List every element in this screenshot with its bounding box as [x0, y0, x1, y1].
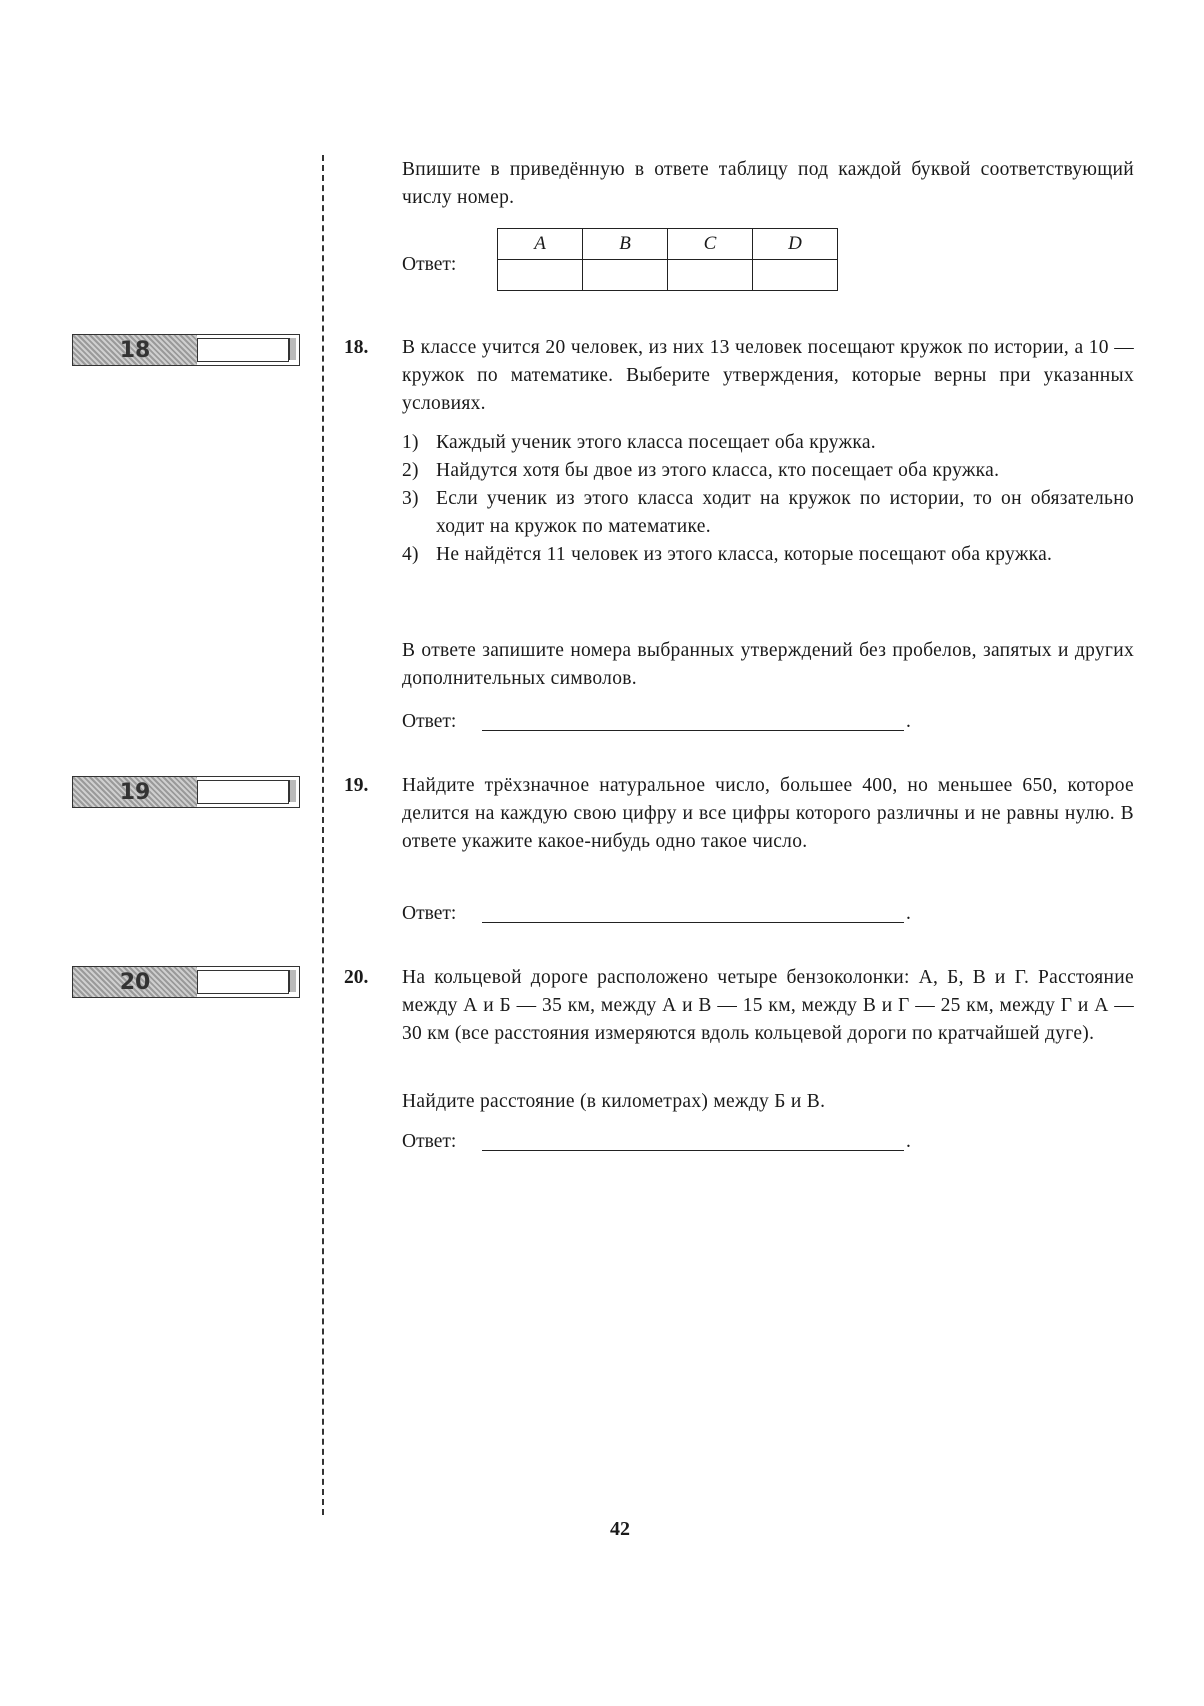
task-18-option-3: 3) Если ученик из этого класса ходит на кружок по истории, то он обязательно ходит на кружок по математике. — [402, 488, 1134, 537]
task-18-answer-dot: . — [906, 711, 911, 732]
task-18-badge — [72, 334, 300, 366]
task-20-answer-dot: . — [906, 1131, 911, 1152]
task-17-answer-label: Ответ: — [402, 254, 457, 275]
answer-table-header-a: A — [498, 229, 583, 260]
task-19-badge-number: 19 — [119, 779, 151, 805]
task-19-text: Найдите трёхзначное натуральное число, большее 400, но меньшее 650, которое делится на каждую свою цифру и все цифры которого различны и не равны нулю. В ответе укажите какое-нибудь одно такое число. — [402, 775, 1134, 852]
task-20-score-field[interactable] — [197, 970, 289, 994]
task-20-text: На кольцевой дороге расположено четыре бензоколонки: А, Б, В и Г. Расстояние между А и Б — 35 км, между А и В — 15 км, между В и Г — 25 км, между Г и А — 30 км (все расстояния измеряются вдоль кольцевой дороги по кратчайшей дуге). — [402, 967, 1134, 1044]
task-20-answer-label: Ответ: — [402, 1131, 457, 1152]
task-19-score-field[interactable] — [197, 780, 289, 804]
task-19-number: 19. — [344, 775, 369, 796]
page-number: 42 — [610, 1518, 630, 1540]
answer-table-header-d: D — [753, 229, 838, 260]
task-18-answer-field[interactable] — [482, 708, 904, 731]
task-18-number: 18. — [344, 337, 369, 358]
task-20-question: Найдите расстояние (в километрах) между Б и В. — [402, 1091, 826, 1112]
task-18-answer — [402, 708, 911, 736]
task-19-badge — [72, 776, 300, 808]
answer-cell-c[interactable] — [668, 260, 753, 291]
task-18-text: В классе учится 20 человек, из них 13 человек посещают кружок по истории, а 10 — кружок по математике. Выберите утверждения, которые верны при указанных условиях. — [402, 337, 1134, 414]
task-20-answer — [402, 1128, 911, 1156]
task-18-answer-label: Ответ: — [402, 711, 457, 732]
task-18-badge-number: 18 — [119, 337, 151, 363]
task-18-options — [402, 429, 1134, 569]
task-18-note: В ответе запишите номера выбранных утверждений без пробелов, запятых и других дополнительных символов. — [402, 640, 1134, 689]
answer-cell-d[interactable] — [753, 260, 838, 291]
task-18-badge-tick — [289, 338, 296, 360]
task-20-badge — [72, 966, 300, 998]
cut-line — [322, 155, 324, 1515]
task-19-badge-hatch — [73, 777, 197, 807]
task-19-answer-field[interactable] — [482, 900, 904, 923]
task-20-number: 20. — [344, 967, 369, 988]
task-20-badge-tick — [289, 970, 296, 992]
task-19-badge-tick — [289, 780, 296, 802]
task-20-answer-field[interactable] — [482, 1128, 904, 1151]
task-18-badge-hatch — [73, 335, 197, 365]
task-18-score-field[interactable] — [197, 338, 289, 362]
answer-table-header-c: C — [668, 229, 753, 260]
answer-cell-b[interactable] — [583, 260, 668, 291]
task-17-answer-table — [497, 228, 838, 291]
answer-cell-a[interactable] — [498, 260, 583, 291]
answer-table-header-b: B — [583, 229, 668, 260]
task-18-option-4: 4) Не найдётся 11 человек из этого класса, которые посещают оба кружка. — [402, 544, 1053, 565]
task-20-badge-hatch — [73, 967, 197, 997]
task-18-option-1: 1) Каждый ученик этого класса посещает оба кружка. — [402, 432, 876, 453]
task-18-option-2: 2) Найдутся хотя бы двое из этого класса, кто посещает оба кружка. — [402, 460, 1000, 481]
task-17-instruction: Впишите в приведённую в ответе таблицу под каждой буквой соответствующий числу номер. — [402, 159, 1134, 208]
task-19-answer-label: Ответ: — [402, 903, 457, 924]
task-19-answer — [402, 900, 911, 928]
task-19-answer-dot: . — [906, 903, 911, 924]
task-20-badge-number: 20 — [119, 969, 151, 995]
